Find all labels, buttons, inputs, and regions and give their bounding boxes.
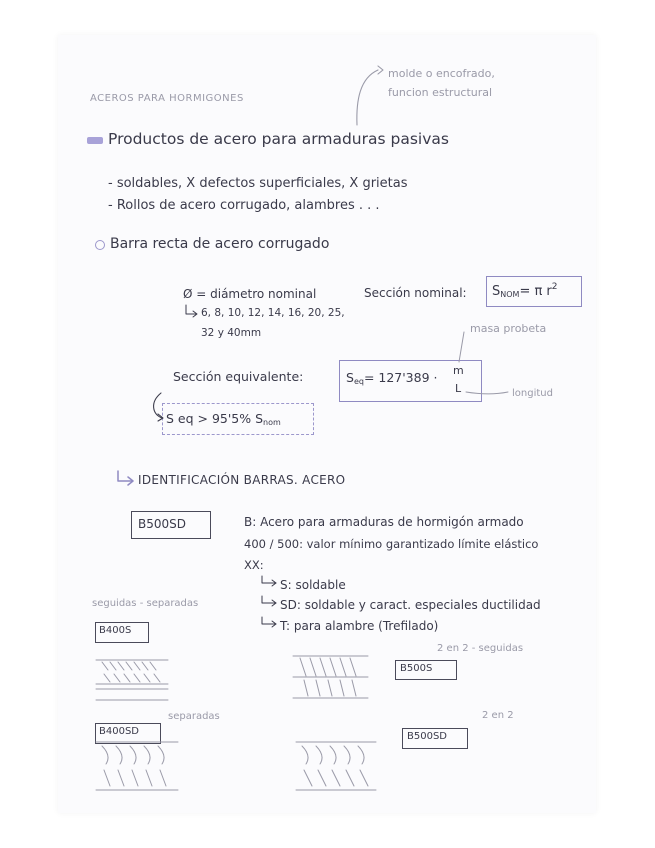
diameter-arrow-icon xyxy=(186,305,197,317)
bar-sketch-b400sd-icon xyxy=(96,742,178,790)
diameter-values-2: 32 y 40mm xyxy=(201,327,262,339)
diameter-label: Ø = diámetro nominal xyxy=(183,287,317,301)
diameter-values-1: 6, 8, 10, 12, 14, 16, 20, 25, xyxy=(201,307,345,319)
code-b500sd: B500SD xyxy=(407,731,447,742)
nominal-formula: $S_{NOM}= \pi$ $r^2$ xyxy=(492,282,558,299)
section3-heading: IDENTIFICACIÓN BARRAS. ACERO xyxy=(138,473,346,487)
equivalent-formula: $S_{eq}= 127'389$ · xyxy=(346,370,438,386)
mass-note: masa probeta xyxy=(470,322,547,335)
mass-arrow-icon xyxy=(459,332,464,362)
note-2en2: 2 en 2 xyxy=(482,710,514,721)
section1-bullet1: - soldables, X defectos superficiales, X grietas xyxy=(108,176,408,191)
page-title: ACEROS PARA HORMIGONES xyxy=(90,93,244,104)
equivalent-condition: S eq > 95'5% $S_{nom}$ xyxy=(166,411,281,427)
bar-sketch-b500s-icon xyxy=(293,656,368,698)
line-s: S: soldable xyxy=(280,578,346,592)
note-2en2-seguidas: 2 en 2 - seguidas xyxy=(437,643,524,654)
code-b500s: B500S xyxy=(400,663,433,674)
section1-bullet2: - Rollos de acero corrugado, alambres . . . xyxy=(108,198,380,213)
identification-arrow-icon xyxy=(118,471,133,485)
line-t: T: para alambre (Trefilado) xyxy=(280,619,439,633)
line-sd: SD: soldable y caract. especiales ductilidad xyxy=(280,598,541,612)
fraction-denominator: L xyxy=(455,382,462,395)
note-separadas: separadas xyxy=(168,711,220,722)
note-seguidas: seguidas - separadas xyxy=(92,598,199,609)
line-400: 400 / 500: valor mínimo garantizado límite elástico xyxy=(244,537,539,551)
length-note: longitud xyxy=(512,388,553,399)
nominal-label: Sección nominal: xyxy=(364,286,467,300)
margin-note-line1: molde o encofrado, xyxy=(388,67,495,80)
condition-arrow-icon xyxy=(154,393,163,421)
code-b400s: B400S xyxy=(99,625,132,636)
note-arrow-icon xyxy=(357,66,383,125)
code-main: B500SD xyxy=(138,517,186,531)
code-b400sd: B400SD xyxy=(99,726,139,737)
line-xx: XX: xyxy=(244,558,264,572)
section2-heading: Barra recta de acero corrugado xyxy=(110,236,330,252)
margin-note-line2: funcion estructural xyxy=(388,86,493,99)
xx-sub-arrows-icon xyxy=(262,576,276,627)
line-B: B: Acero para armaduras de hormigón armado xyxy=(244,515,524,529)
section1-heading: Productos de acero para armaduras pasivas xyxy=(108,130,449,148)
equivalent-label: Sección equivalente: xyxy=(173,369,304,384)
bar-sketch-b500sd-icon xyxy=(296,742,376,790)
bar-sketch-b400s-icon xyxy=(96,660,168,700)
fraction-numerator: m xyxy=(453,364,464,377)
length-arrow-icon xyxy=(466,392,508,394)
